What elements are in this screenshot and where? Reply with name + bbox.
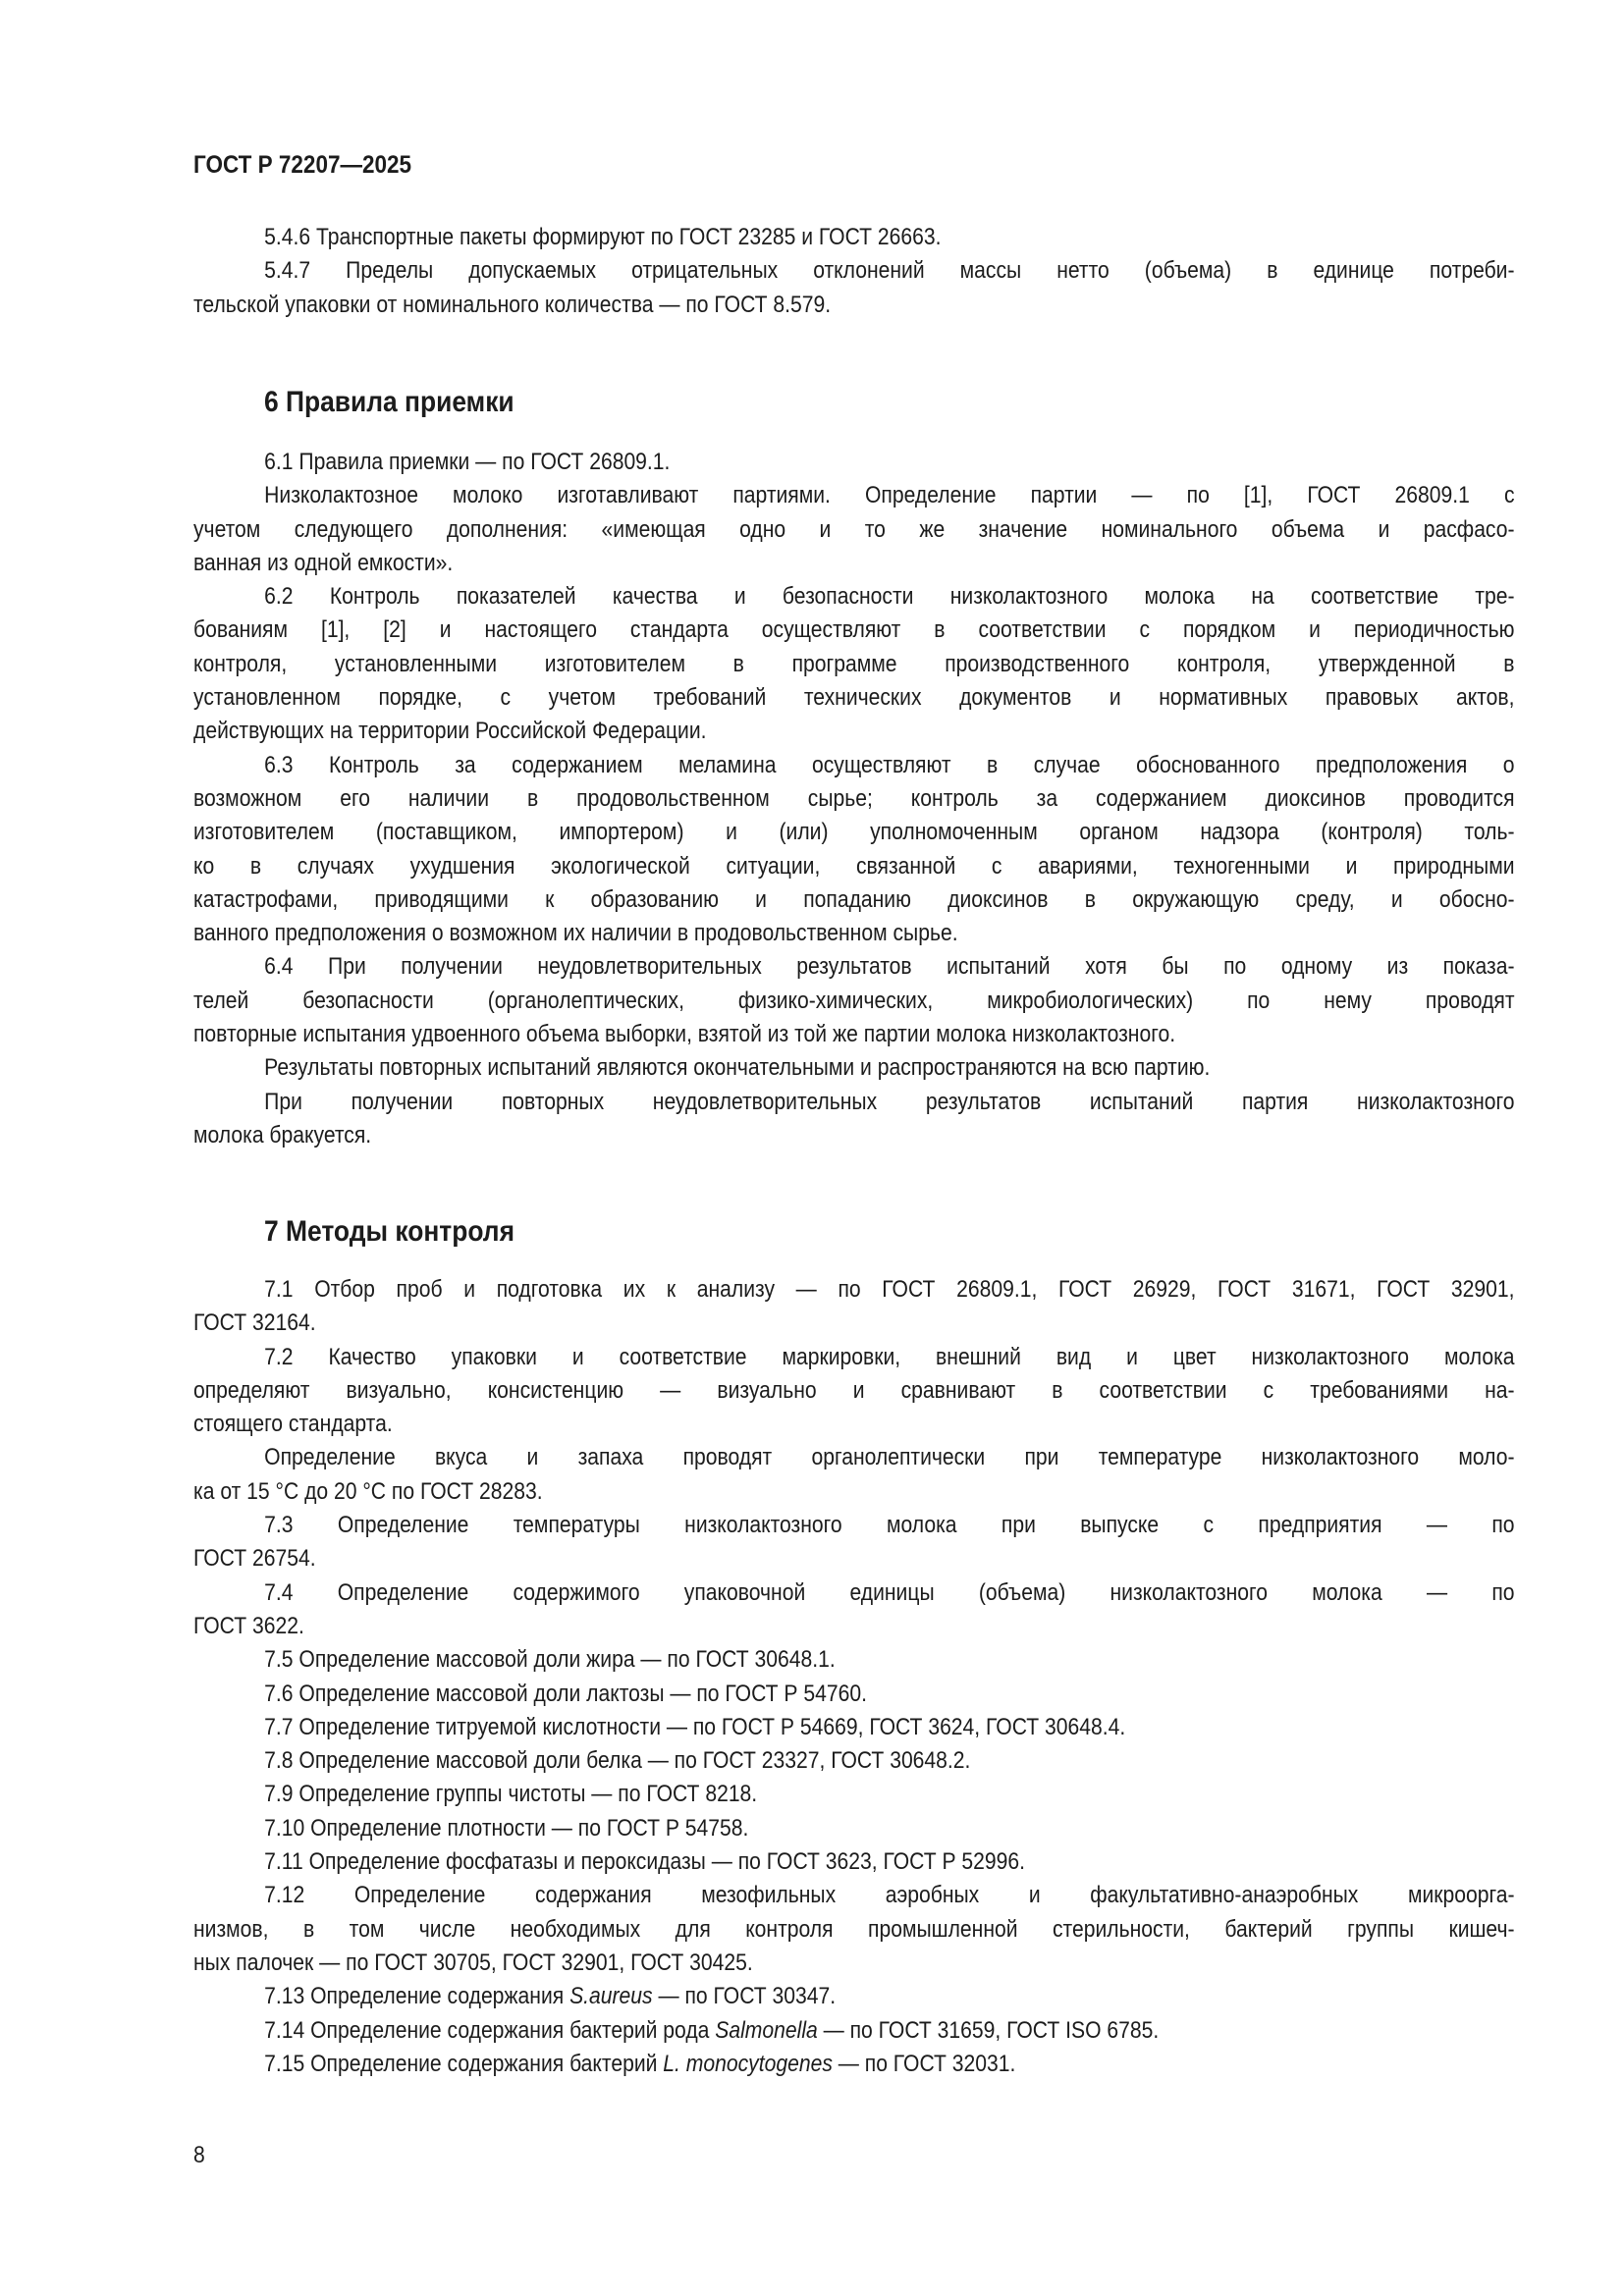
text-line: низмов, в том числе необходимых для контроля промышленной стерильности, бактерий группы кишеч- bbox=[193, 1915, 1515, 1943]
text-line: 7.3 Определение температуры низколактозного молока при выпуске с предприятия — по bbox=[264, 1512, 1515, 1539]
text-line: 5.4.7 Пределы допускаемых отрицательных отклонений массы нетто (объема) в единице потреби- bbox=[264, 257, 1515, 285]
paragraph bbox=[193, 479, 1515, 580]
paragraph bbox=[193, 950, 1515, 1051]
section-heading-7: 7 Методы контроля bbox=[264, 1215, 514, 1248]
text-line: При получении повторных неудовлетворительных результатов испытаний партия низколактозного bbox=[264, 1088, 1515, 1115]
text-line: катастрофами, приводящими к образованию и попаданию диоксинов в окружающую среду, и обосно- bbox=[193, 885, 1515, 913]
paragraph bbox=[193, 2014, 1515, 2048]
text-line: повторные испытания удвоенного объема выборки, взятой из той же партии молока низколактозного. bbox=[193, 1021, 1176, 1048]
paragraph bbox=[193, 254, 1515, 322]
paragraph bbox=[193, 2048, 1515, 2081]
text-line: 7.8 Определение массовой доли белка — по ГОСТ 23327, ГОСТ 30648.2. bbox=[264, 1747, 971, 1775]
section-heading-6: 6 Правила приемки bbox=[264, 386, 514, 418]
document-header: ГОСТ Р 72207—2025 bbox=[193, 151, 412, 179]
paragraph bbox=[193, 1509, 1515, 1576]
text-line: 7.4 Определение содержимого упаковочной единицы (объема) низколактозного молока — по bbox=[264, 1578, 1515, 1606]
text-line: ванная из одной емкости». bbox=[193, 549, 454, 576]
text-line: бованиям [1], [2] и настоящего стандарта осуществляют в соответствии с порядком и периодичностью bbox=[193, 616, 1515, 644]
paragraph bbox=[193, 580, 1515, 748]
text-line bbox=[193, 2014, 1515, 2048]
text-line: 6.1 Правила приемки — по ГОСТ 26809.1. bbox=[264, 449, 671, 475]
text-line: 7.2 Качество упаковки и соответствие маркировки, внешний вид и цвет низколактозного молока bbox=[264, 1343, 1515, 1370]
text-line: 6.2 Контроль показателей качества и безопасности низколактозного молока на соответствие тре- bbox=[264, 583, 1515, 611]
text-line: ных палочек — по ГОСТ 30705, ГОСТ 32901, ГОСТ 30425. bbox=[193, 1949, 753, 1976]
text-line: молока бракуется. bbox=[193, 1121, 372, 1148]
paragraph bbox=[193, 221, 1515, 254]
paragraph bbox=[193, 1980, 1515, 2013]
paragraph bbox=[193, 1879, 1515, 1980]
text-line: действующих на территории Российской Федерации. bbox=[193, 718, 707, 745]
text-line: 7.1 Отбор проб и подготовка их к анализу — по ГОСТ 26809.1, ГОСТ 26929, ГОСТ 31671, ГОСТ 32901, bbox=[264, 1276, 1515, 1303]
text-line: 7.7 Определение титруемой кислотности — по ГОСТ Р 54669, ГОСТ 3624, ГОСТ 30648.4. bbox=[264, 1713, 1126, 1740]
text-line: 7.12 Определение содержания мезофильных аэробных и факультативно-анаэробных микроорга- bbox=[264, 1882, 1515, 1909]
text-line: 7.9 Определение группы чистоты — по ГОСТ 8218. bbox=[264, 1781, 758, 1808]
text-line: определяют визуально, консистенцию — визуально и сравнивают в соответствии с требованиями на- bbox=[193, 1376, 1515, 1404]
text-line: Результаты повторных испытаний являются окончательными и распространяются на всю партию. bbox=[264, 1054, 1211, 1082]
text-line: Низколактозное молоко изготавливают партиями. Определение партии — по [1], ГОСТ 26809.1 с bbox=[264, 482, 1515, 509]
text-segment: — по ГОСТ 32031. bbox=[832, 2050, 1016, 2077]
italic-term: Salmonella bbox=[715, 2016, 818, 2044]
text-line: ГОСТ 32164. bbox=[193, 1309, 316, 1337]
section-7-body bbox=[193, 1273, 1515, 2081]
text-line: 7.10 Определение плотности — по ГОСТ Р 54758. bbox=[264, 1814, 749, 1842]
text-segment: — по ГОСТ 31659, ГОСТ ISO 6785. bbox=[817, 2016, 1160, 2044]
paragraph bbox=[193, 1812, 1515, 1845]
paragraph bbox=[193, 1441, 1515, 1509]
italic-term: S.aureus bbox=[569, 1983, 653, 2010]
paragraph bbox=[193, 1643, 1515, 1677]
text-line: телей безопасности (органолептических, физико-химических, микробиологических) по нему проводят bbox=[193, 987, 1515, 1014]
text-segment: 7.14 Определение содержания бактерий рода bbox=[264, 2016, 716, 2044]
text-line: 7.6 Определение массовой доли лактозы — по ГОСТ Р 54760. bbox=[264, 1680, 867, 1707]
paragraph bbox=[193, 1678, 1515, 1711]
text-line bbox=[193, 2048, 1515, 2081]
text-line: установленном порядке, с учетом требований технических документов и нормативных правовых актов, bbox=[193, 684, 1515, 712]
paragraph bbox=[193, 1845, 1515, 1879]
text-segment: — по ГОСТ 30347. bbox=[652, 1983, 837, 2010]
text-line: ко в случаях ухудшения экологической ситуации, связанной с авариями, техногенными и природными bbox=[193, 852, 1515, 880]
paragraph bbox=[193, 1778, 1515, 1811]
text-segment: 7.15 Определение содержания бактерий bbox=[264, 2050, 664, 2077]
text-line: ванного предположения о возможном их наличии в продовольственном сырье. bbox=[193, 920, 958, 947]
text-line: изготовителем (поставщиком, импортером) и (или) уполномоченным органом надзора (контроля) толь- bbox=[193, 819, 1515, 846]
paragraph bbox=[193, 1273, 1515, 1341]
italic-term: L. monocytogenes bbox=[663, 2050, 833, 2077]
text-line: тельской упаковки от номинального количества — по ГОСТ 8.579. bbox=[193, 291, 832, 318]
paragraph bbox=[193, 1744, 1515, 1778]
section-6-body bbox=[193, 446, 1515, 1152]
paragraph bbox=[193, 1711, 1515, 1744]
text-line: контроля, установленными изготовителем в программе производственного контроля, утвержденной в bbox=[193, 650, 1515, 677]
text-line: учетом следующего дополнения: «имеющая одно и то же значение номинального объема и расфасо- bbox=[193, 515, 1515, 543]
paragraph bbox=[193, 1086, 1515, 1153]
paragraph bbox=[193, 1051, 1515, 1085]
text-line: 7.11 Определение фосфатазы и пероксидазы — по ГОСТ 3623, ГОСТ Р 52996. bbox=[264, 1848, 1026, 1876]
text-line: ка от 15 °С до 20 °С по ГОСТ 28283. bbox=[193, 1477, 543, 1505]
paragraph bbox=[193, 1341, 1515, 1442]
text-line bbox=[193, 1980, 1515, 2013]
text-line: Определение вкуса и запаха проводят органолептически при температуре низколактозного моло- bbox=[264, 1444, 1515, 1471]
text-line: 6.3 Контроль за содержанием меламина осуществляют в случае обоснованного предположения о bbox=[264, 751, 1515, 778]
text-line: стоящего стандарта. bbox=[193, 1411, 393, 1438]
text-line: ГОСТ 3622. bbox=[193, 1612, 304, 1639]
page-number: 8 bbox=[193, 2142, 205, 2168]
text-segment: 7.13 Определение содержания bbox=[264, 1983, 570, 2010]
paragraph bbox=[193, 1576, 1515, 1644]
text-line: ГОСТ 26754. bbox=[193, 1545, 316, 1573]
text-line: 6.4 При получении неудовлетворительных результатов испытаний хотя бы по одному из показа- bbox=[264, 953, 1515, 981]
text-line: 5.4.6 Транспортные пакеты формируют по ГОСТ 23285 и ГОСТ 26663. bbox=[264, 224, 942, 250]
paragraph bbox=[193, 446, 1515, 479]
text-line: возможном его наличии в продовольственном сырье; контроль за содержанием диоксинов проводится bbox=[193, 784, 1515, 812]
paragraph bbox=[193, 749, 1515, 951]
text-line: 7.5 Определение массовой доли жира — по ГОСТ 30648.1. bbox=[264, 1646, 836, 1674]
section-5-4-continued bbox=[193, 221, 1515, 322]
